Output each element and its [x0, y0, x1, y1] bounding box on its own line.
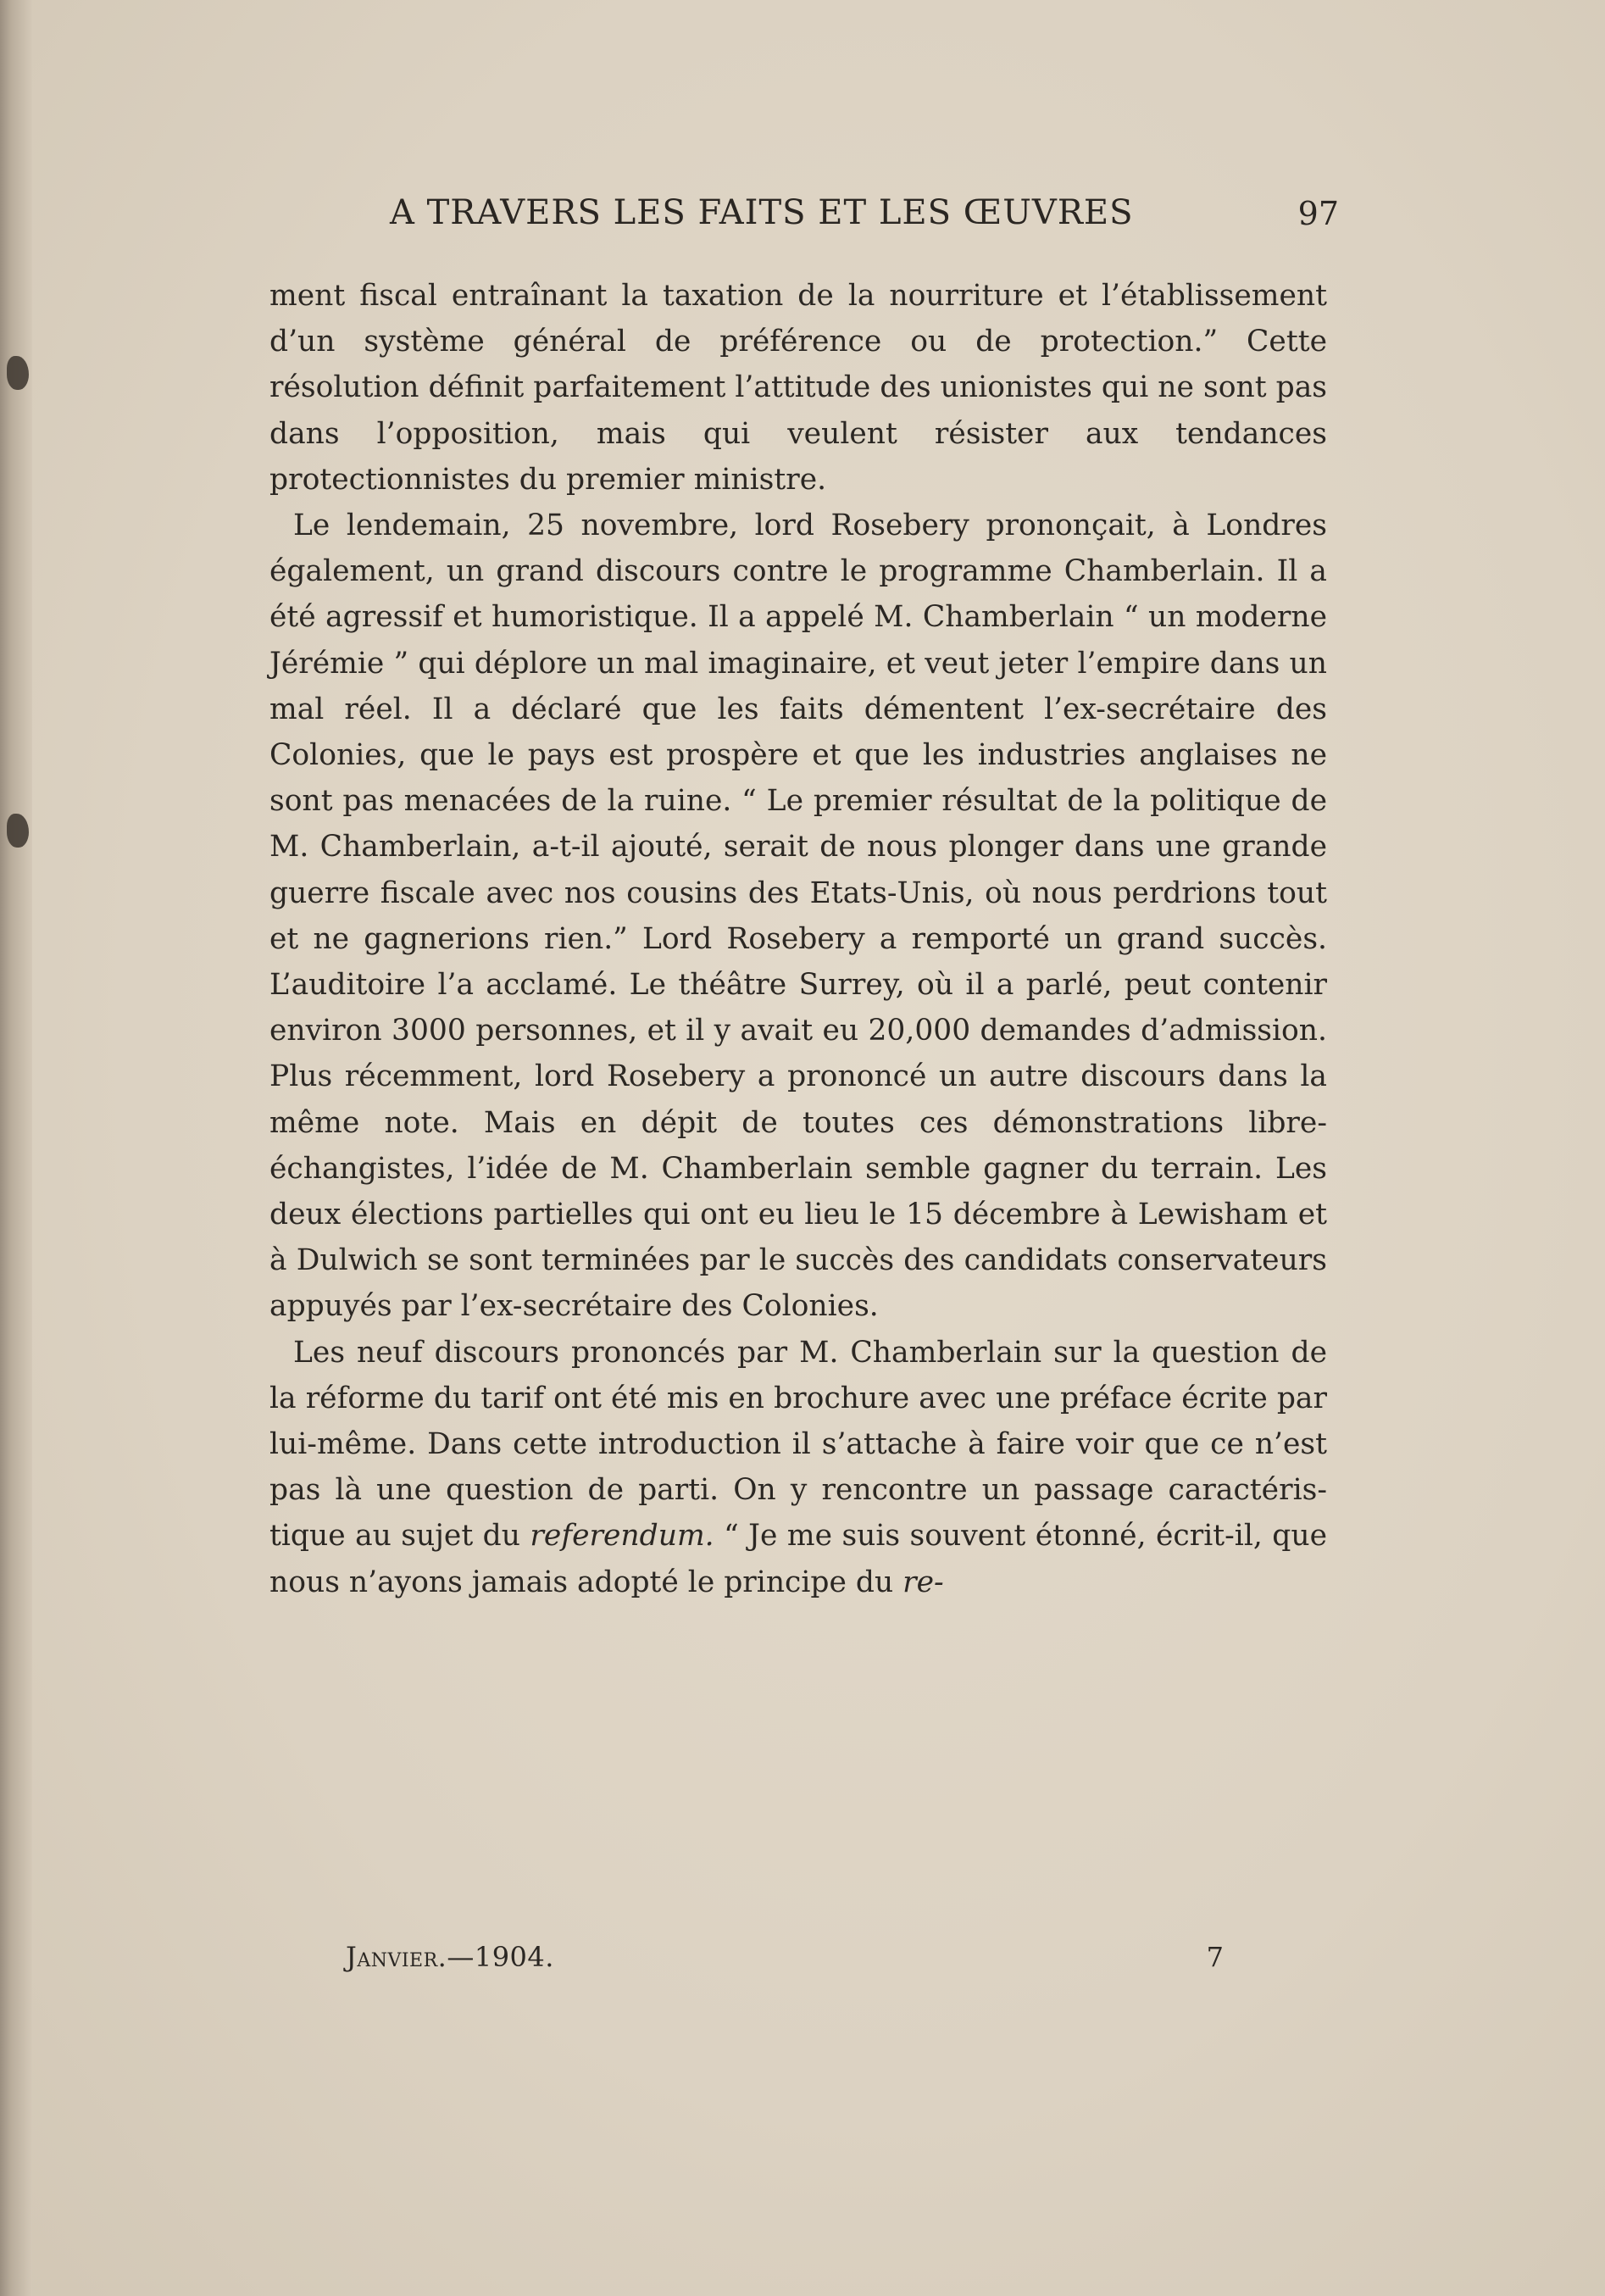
- paragraph: Le lendemain, 25 novembre, lord Rosebery prononçait, à Londres également, un grand discours contre le programme Chamberlain. Il a été agressif et humoristique. Il a appelé M. Chamberlain “ un moderne Jérémie ” qui déplore un mal imaginaire, et veut jeter l’empire dans un mal réel. Il a déclaré que les faits démentent l’ex-secrétaire des Colonies, que le pays est prospère et que les industries anglaises ne sont pas menacées de la ruine. “ Le premier résultat de la politique de M. Chamberlain, a-t-il ajouté, serait de nous plonger dans une grande guerre fiscale avec nos cousins des Etats-Unis, où nous perdrions tout et ne gagnerions rien.” Lord Rosebery a remporté un grand succès. L’auditoire l’a acclamé. Le théâtre Surrey, où il a parlé, peut contenir environ 3000 personnes, et il y avait eu 20,000 demandes d’admission. Plus récemment, lord Rosebery a prononcé un autre discours dans la même note. Mais en dépit de toutes ces démonstrations libre-échangistes, l’idée de M. Chamberlain semble gagner du terrain. Les deux élections partielles qui ont eu lieu le 15 décembre à Lewisham et à Dulwich se sont terminées par le succès des candidats conservateurs appuyés par l’ex-secrétaire des Colonies.: [269, 509, 1327, 1324]
- page-footer: [346, 1941, 1224, 1987]
- italic-term: re-: [902, 1565, 944, 1599]
- paragraph: [269, 1330, 1327, 1605]
- paragraph-text: Les neuf discours prononcés par M. Chamberlain sur la question de la réforme du tarif ont été mis en brochure avec une préface écrite par lui-même. Dans cette introduction il s’attache à faire voir que ce n’est pas là une question de parti. On y rencontre un passage caractéristique au sujet du: [269, 1335, 1327, 1554]
- page-number: 97: [1297, 195, 1339, 232]
- italic-term: referendum.: [530, 1519, 714, 1554]
- paragraph: ment fiscal entraînant la taxation de la nourriture et l’établissement d’un système général de préférence ou de protection.” Cette résolution définit parfaitement l’attitude des unionistes qui ne sont pas dans l’opposition, mais qui veulent résister aux tendances protectionnistes du premier ministre.: [269, 279, 1327, 497]
- running-title: A TRAVERS LES FAITS ET LES ŒUVRES: [390, 193, 1134, 232]
- page-gutter-shadow: [0, 0, 32, 2296]
- running-head: [390, 193, 1339, 244]
- signature-mark: Janvier.—1904.: [346, 1941, 554, 1973]
- signature-number: 7: [1206, 1941, 1224, 1973]
- paragraph-text: “ Je me suis souvent étonné, écrit-il, que nous n’ayons jamais adopté le principe du: [269, 1519, 1328, 1599]
- body-text: [269, 273, 1327, 1605]
- binding-stain: [7, 814, 29, 848]
- binding-stain: [7, 356, 29, 390]
